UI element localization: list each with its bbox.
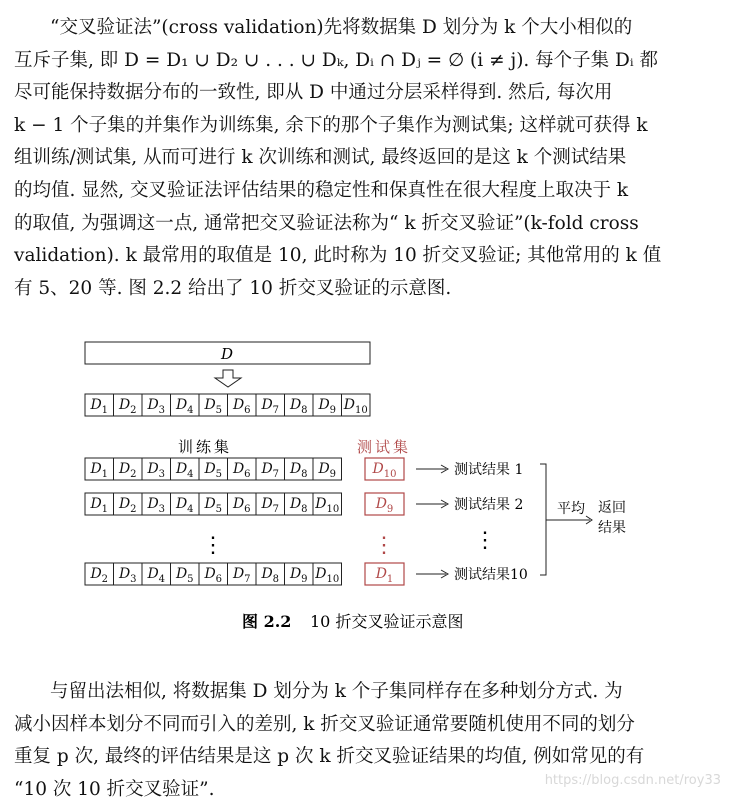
para2-line-1 [14, 676, 706, 709]
split-arrow-icon [215, 370, 241, 387]
para1-line-1 [14, 12, 706, 45]
test-result-label: 测试结果 1 [454, 462, 524, 478]
cell-label: $D_2$ [118, 397, 137, 416]
figure-10-fold-cv [0, 330, 731, 640]
fold-row [85, 493, 523, 515]
cell-label: $D_3$ [118, 566, 137, 585]
train-ellipsis: ⋮ [202, 533, 224, 558]
para1-line-7: 的取值, 为强调这一点, 通常把交叉验证法称为“ k 折交叉验证”(k-fold cross [14, 212, 639, 234]
result-ellipsis: ⋮ [474, 528, 496, 553]
para1-line-9: 有 5、20 等. 图 2.2 给出了 10 折交叉验证的示意图. [14, 277, 452, 299]
cell-label: $D_8$ [289, 397, 308, 416]
train-set-header: 训练集 [177, 438, 233, 456]
test-set-header: 测试集 [356, 438, 412, 456]
watermark: https://blog.csdn.net/roy33 [544, 773, 721, 788]
para1-line-2: 互斥子集, 即 D = D₁ ∪ D₂ ∪ . . . ∪ Dₖ, Dᵢ ∩ Dⱼ = ∅ (i ≠ j). 每个子集 Dᵢ 都 [14, 49, 658, 71]
para1-line-6: 的均值. 显然, 交叉验证法评估结果的稳定性和保真性在很大程度上取决于 k [14, 179, 629, 201]
dataset-label: D [220, 345, 234, 363]
cell-label: $D_5$ [204, 397, 223, 416]
fold-rows [85, 458, 528, 585]
cell-label: $D_1$ [90, 397, 109, 416]
average-label: 平均 [557, 501, 585, 517]
cell-label: $D_{10}$ [343, 397, 368, 416]
cell-label: $D_6$ [232, 496, 251, 515]
para2-line-2: 减小因样本划分不同而引入的差别, k 折交叉验证通常要随机使用不同的划分 [14, 713, 635, 735]
cell-label: $D_{10}$ [372, 461, 397, 480]
cell-label: $D_3$ [147, 496, 166, 515]
cell-label: $D_6$ [204, 566, 223, 585]
return-label-line-1: 返回 [598, 500, 626, 516]
test-result-label: 测试结果 2 [454, 497, 524, 513]
para1-line-3: 尽可能保持数据分布的一致性, 即从 D 中通过分层采样得到. 然后, 每次用 [14, 82, 613, 104]
figure-caption-text: 10 折交叉验证示意图 [310, 612, 464, 631]
cell-label: $D_4$ [175, 397, 194, 416]
cell-label: $D_6$ [232, 461, 251, 480]
average-bracket [540, 464, 590, 575]
para2-line-3: 重复 p 次, 最终的评估结果是这 p 次 k 折交叉验证结果的均值, 例如常见的有 [14, 746, 645, 768]
cell-label: $D_2$ [90, 566, 109, 585]
para1-line-8: validation). k 最常用的取值是 10, 此时称为 10 折交叉验证; 其他常用的 k 值 [14, 245, 662, 267]
cell-label: $D_9$ [289, 566, 308, 585]
figure-diagram [0, 330, 731, 640]
cell-label: $D_5$ [204, 461, 223, 480]
cell-label: $D_2$ [118, 461, 137, 480]
cell-label: $D_4$ [175, 496, 194, 515]
cell-label: $D_5$ [204, 496, 223, 515]
cell-label: $D_7$ [232, 566, 251, 585]
para1-line-1-text: “交叉验证法”(cross validation)先将数据集 D 划分为 k 个大小相似的 [50, 17, 633, 38]
cell-label: $D_3$ [147, 461, 166, 480]
cell-label: $D_8$ [289, 461, 308, 480]
cell-label: $D_1$ [90, 461, 109, 480]
cell-label: $D_4$ [147, 566, 166, 585]
cell-label: $D_3$ [147, 397, 166, 416]
return-label-line-2: 结果 [598, 520, 626, 536]
cell-label: $D_1$ [90, 496, 109, 515]
para2-line-4: “10 次 10 折交叉验证”. [14, 778, 215, 800]
cell-label: $D_{10}$ [315, 496, 340, 515]
full-split-row [85, 394, 370, 416]
para1-line-5: 组训练/测试集, 从而可进行 k 次训练和测试, 最终返回的是这 k 个测试结果 [14, 147, 627, 169]
fold-row [85, 458, 523, 480]
cell-label: $D_5$ [175, 566, 194, 585]
cell-label: $D_7$ [261, 461, 280, 480]
cell-label: $D_9$ [318, 461, 337, 480]
cell-label: $D_1$ [375, 566, 394, 585]
cell-label: $D_8$ [261, 566, 280, 585]
test-ellipsis: ⋮ [373, 533, 395, 558]
test-result-label: 测试结果10 [454, 567, 528, 583]
cell-label: $D_8$ [289, 496, 308, 515]
paragraph-cross-validation [14, 12, 706, 305]
figure-caption-number: 图 2.2 [242, 612, 292, 631]
cell-label: $D_2$ [118, 496, 137, 515]
cell-label: $D_4$ [175, 461, 194, 480]
para1-line-4: k − 1 个子集的并集作为训练集, 余下的那个子集作为测试集; 这样就可获得 k [14, 114, 648, 136]
cell-label: $D_6$ [232, 397, 251, 416]
cell-label: $D_9$ [375, 496, 394, 515]
cell-label: $D_9$ [318, 397, 337, 416]
cell-label: $D_7$ [261, 496, 280, 515]
cell-label: $D_7$ [261, 397, 280, 416]
fold-row [85, 563, 528, 585]
cell-label: $D_{10}$ [315, 566, 340, 585]
para2-line-1-text: 与留出法相似, 将数据集 D 划分为 k 个子集同样存在多种划分方式. 为 [50, 681, 623, 702]
